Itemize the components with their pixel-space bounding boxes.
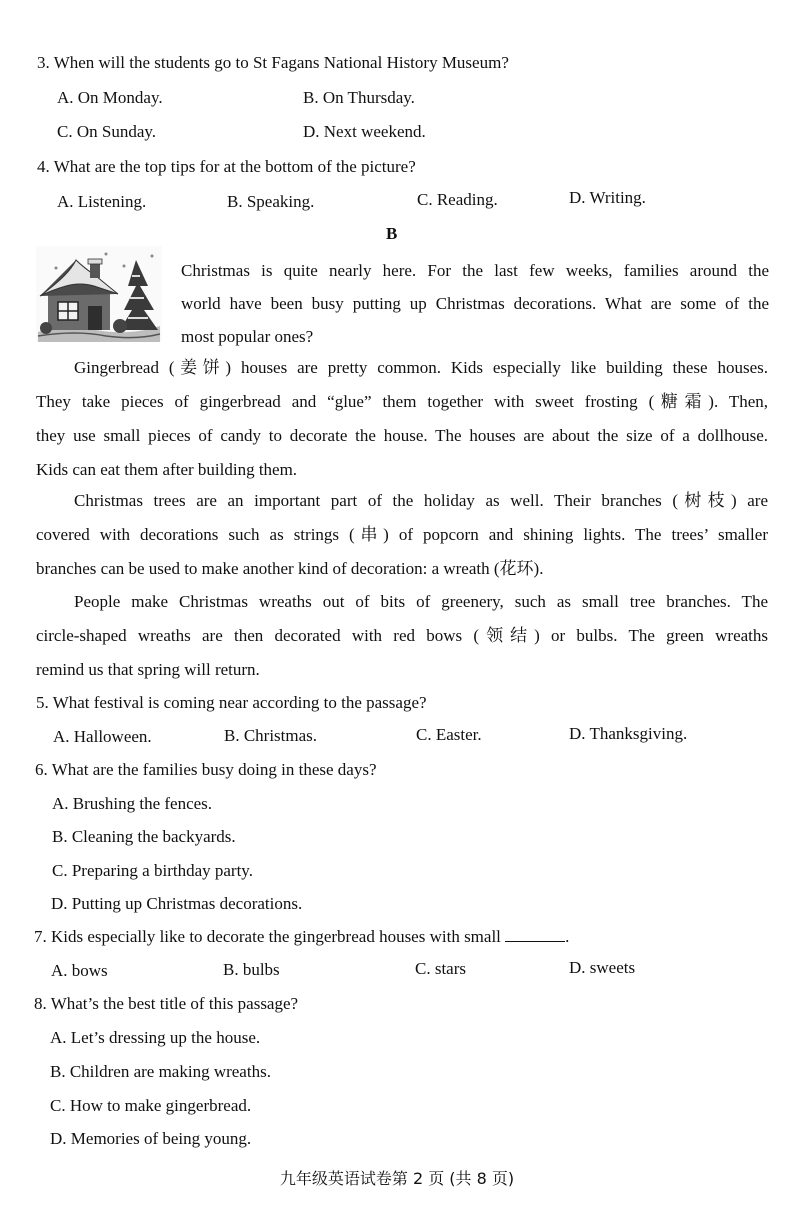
q7-option-a: A. bows — [51, 961, 108, 980]
paragraph-line: they use small pieces of candy to decorate the house. The houses are about the size of a dollhouse. — [36, 426, 768, 445]
q5-option-a: A. Halloween. — [53, 727, 152, 746]
q7-option-b: B. bulbs — [223, 960, 280, 979]
q4-option-a: A. Listening. — [57, 192, 147, 211]
q3-stem: 3. When will the students go to St Fagans National History Museum? — [37, 53, 509, 72]
q7-stem-text: 7. Kids especially like to decorate the gingerbread houses with small — [34, 927, 501, 946]
q3-option-d: D. Next weekend. — [303, 122, 426, 141]
paragraph-line: People make Christmas wreaths out of bits of greenery, such as small tree branches. The — [74, 592, 768, 611]
intro-line: most popular ones? — [181, 327, 314, 346]
q3-option-b: B. On Thursday. — [303, 88, 415, 107]
intro-line: Christmas is quite nearly here. For the last few weeks, families around the — [181, 261, 769, 280]
q8-option-a: A. Let’s dressing up the house. — [50, 1028, 261, 1047]
paragraph-line: Christmas trees are an important part of the holiday as well. Their branches (树枝) are — [74, 491, 768, 510]
passage-paragraph-gingerbread — [36, 351, 768, 487]
q5-option-c: C. Easter. — [416, 725, 482, 744]
q3-option-a: A. On Monday. — [57, 88, 163, 107]
q5-option-b: B. Christmas. — [224, 726, 318, 745]
paragraph-line: They take pieces of gingerbread and “glue” them together with sweet frosting (糖霜). Then, — [36, 392, 768, 411]
q5-stem: 5. What festival is coming near according to the passage? — [36, 693, 427, 712]
paragraph-line: covered with decorations such as strings (串) of popcorn and shining lights. The trees’ smaller — [36, 525, 768, 544]
paragraph-line: Kids can eat them after building them. — [36, 460, 298, 479]
paragraph-line: circle-shaped wreaths are then decorated with red bows (领结) or bulbs. The green wreaths — [36, 626, 768, 645]
q5-option-d: D. Thanksgiving. — [569, 724, 688, 743]
q4-option-d: D. Writing. — [569, 188, 646, 207]
q8-option-d: D. Memories of being young. — [50, 1129, 252, 1148]
snowy-cottage-icon — [36, 246, 162, 342]
q4-option-c: C. Reading. — [417, 190, 498, 209]
q6-option-c: C. Preparing a birthday party. — [52, 861, 253, 880]
q7-stem — [34, 926, 569, 948]
passage-paragraph-wreaths — [36, 585, 768, 687]
q6-option-b: B. Cleaning the backyards. — [52, 827, 236, 846]
paragraph-line: branches can be used to make another kind of decoration: a wreath (花环). — [36, 559, 544, 578]
q7-option-c: C. stars — [415, 959, 466, 978]
q4-option-b: B. Speaking. — [227, 192, 315, 211]
q8-option-b: B. Children are making wreaths. — [50, 1062, 271, 1081]
q8-stem: 8. What’s the best title of this passage? — [34, 994, 299, 1013]
passage-intro — [181, 254, 769, 353]
answer-blank — [505, 927, 565, 942]
q6-option-d: D. Putting up Christmas decorations. — [51, 894, 303, 913]
q3-option-c: C. On Sunday. — [57, 122, 157, 141]
q7-stem-end: . — [565, 927, 570, 946]
q6-stem: 6. What are the families busy doing in these days? — [35, 760, 377, 779]
q6-option-a: A. Brushing the fences. — [52, 794, 213, 813]
paragraph-line: Gingerbread (姜饼) houses are pretty common. Kids especially like building these houses. — [74, 358, 768, 377]
q7-option-d: D. sweets — [569, 958, 636, 977]
section-title: B — [386, 224, 398, 243]
intro-line: world have been busy putting up Christmas decorations. What are some of the — [181, 294, 769, 313]
q4-stem: 4. What are the top tips for at the bottom of the picture? — [37, 157, 416, 176]
q8-option-c: C. How to make gingerbread. — [50, 1096, 252, 1115]
paragraph-line: remind us that spring will return. — [36, 660, 260, 679]
page-footer: 九年级英语试卷第 2 页 (共 8 页) — [279, 1169, 515, 1188]
passage-paragraph-trees — [36, 484, 768, 586]
